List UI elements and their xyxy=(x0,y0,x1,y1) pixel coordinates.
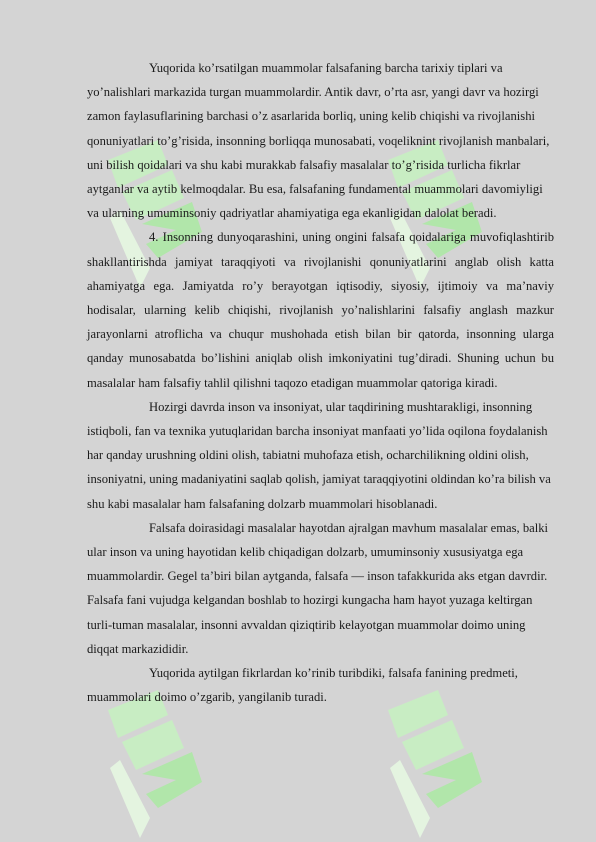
leaf-watermark-icon xyxy=(88,690,208,840)
paragraph-philosophy-scope: Falsafa doirasidagi masalalar hayotdan ajralgan mavhum masalalar emas, balki ular inson va uning hayotidan kelib chiqadigan dolzarb, umuminsoniy xususiyatga ega muammolardir. Gegel ta’biri bilan aytganda, falsafa — inson tafakkurida aks etgan davrdir. Falsafa fani vujudga kelgandan boshlab to hozirgi kungacha ham hayot yuzaga keltirgan turli-tuman masalalar, insonni avvaldan qiziqtirib kelayotgan muammolar doimo uning diqqat markazididir. xyxy=(87,520,549,656)
paragraph-worldview: 4. Insonning dunyoqarashini, uning ongini falsafa qoidalariga muvofiqlashtirib shakllantirishda jamiyat taraqqiyoti va rivojlanishi qonuniyatlarini anglab olish katta ahamiyatga ega. Jamiyatda ro’y berayotgan iqtisodiy, siyosiy, ijtimoiy va ma’naviy hodisalar, ularning kelib chiqishi, rivojlanish yo’nalishlarini falsafiy anglash mazkur jarayonlarni atroflicha va chuqur mushohada etish bilan bir qatorda, insonning ularga qanday munosabatda bo’lishini aniqlab olish imkoniyatini tug’diradi. Shuning uchun bu masalalar ham falsafiy tahlil qilishni taqozo etadigan muammolar qatoriga kiradi. xyxy=(87,230,554,390)
paragraph-current-issues: Hozirgi davrda inson va insoniyat, ular taqdirining mushtarakligi, insonning istiqboli, fan va texnika yutuqlaridan barcha insoniyat manfaati yo’lida oqilona foydalanish har qanday urushning oldini olish, tabiatni muhofaza etish, ocharchilikning oldini olish, insoniyatni, uning madaniyatini saqlab qolish, jamiyat taraqqiyotini oldindan ko’ra bilish va shu kabi masalalar ham falsafaning dolzarb muammolari hisoblanadi. xyxy=(87,399,551,511)
leaf-watermark-icon xyxy=(368,690,488,840)
paragraph-problems-history: Yuqorida ko’rsatilgan muammolar falsafaning barcha tarixiy tiplari va yo’nalishlari markazida turgan muammolardir. Antik davr, o’rta asr, yangi davr va hozirgi zamon faylasuflarining barchasi o’z asarlarida borliq, uning kelib chiqishi va rivojlanishi qonuniyatlari to’g’risida, insonning borliqqa munosabati, voqeliknint rivojlanish manbalari, uni bilish qoidalari va shu kabi murakkab falsafiy masalalar to’g’risida turlicha fikrlar aytganlar va aytib kelmoqdalar. Bu esa, falsafaning fundamental muammolari davomiyligi va ularning umuminsoniy qadriyatlar ahamiyatiga ega ekanligidan dalolat beradi. xyxy=(87,61,550,221)
paragraph-conclusion: Yuqorida aytilgan fikrlardan ko’rinib turibdiki, falsafa fanining predmeti, muammolari doimo o’zgarib, yangilanib turadi. xyxy=(87,666,518,705)
document-body xyxy=(87,56,554,709)
